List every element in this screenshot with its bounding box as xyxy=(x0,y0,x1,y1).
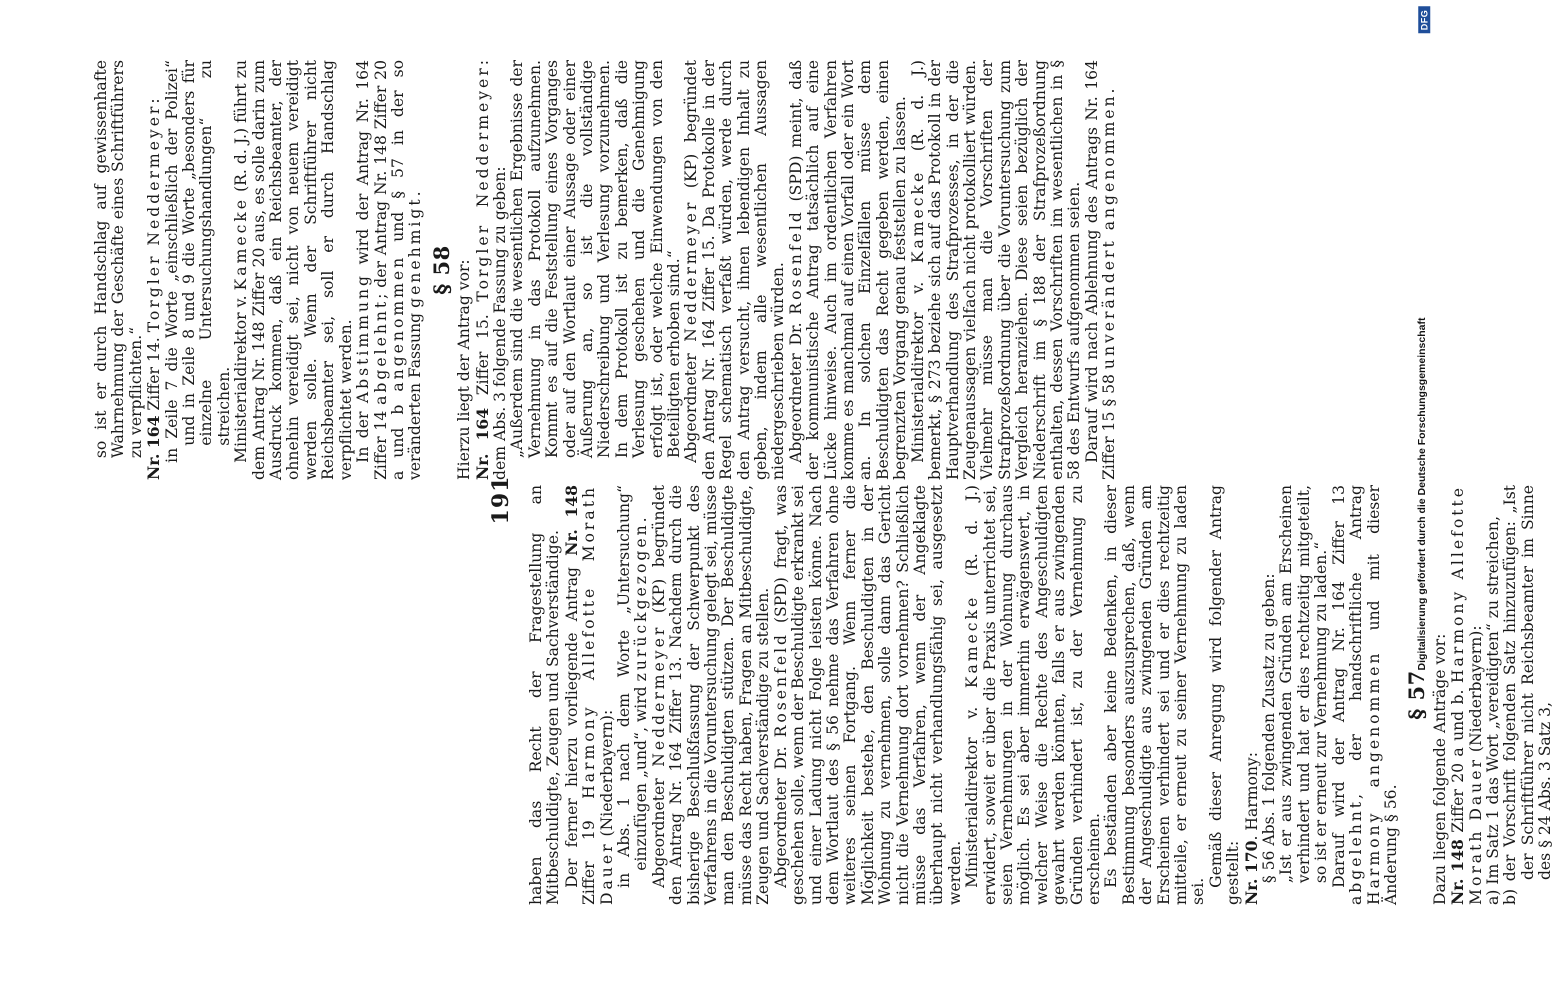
watermark-text: Digitalisierung gefördert durch die Deutsche Forschungsgemeinschaft xyxy=(1416,317,1428,671)
paragraph: Ministerialdirektor v. Kamecke (R. d. J.) bemerkt, § 273 beziehe sich auf das Protokoll in der Hauptverhandlung des Strafprozesses, in der die Zeugenaussagen vielfach nicht protokolliert würden. Vielmehr müsse man die Vorschriften der Strafprozeßordnung über die Voruntersuchung zum Vergleich heranziehen. Diese seien bezüglich der Niederschrift im § 188 der Strafprozeßordnung enthalten, dessen Vorschriften im wesentlichen in § 58 des Entwurfs aufgenommen seien. xyxy=(908,59,1084,480)
quote: „Außerdem sind die wesentlichen Ergebnisse der Vernehmung in das Protokoll aufzunehmen. Kommt es auf die Feststellung eines Vorganges oder auf den Wortlaut einer Aussage oder einer Äußerung an, so ist die vollständige Niederschreibung und Verlesung vorzunehmen. In dem Protokoll ist zu bemerken, daß die Verlesung geschehen und die Genehmigung erfolgt ist, oder welche Einwendungen von den Beteiligten erhoben sind.“ xyxy=(508,60,683,459)
page-number: 191 xyxy=(488,475,514,525)
paragraph: Darauf wird der Antrag Nr. 164 Ziffer 13 abgelehnt, der handschriftliche Antrag Harmony angenommen und mit dieser Änderung § 56. xyxy=(1329,485,1400,905)
dfg-logo xyxy=(1416,6,1432,34)
list-item: b) der Vorschrift folgenden Satz hinzuzufügen: „Ist der Schriftführer nicht Reichsbeamter im Sinne des § 24 Abs. 3 Satz 3, xyxy=(1501,485,1555,905)
section-heading: § 58 xyxy=(428,245,454,295)
paragraph: Abgeordneter Neddermeyer (KP) begründet den Antrag Nr. 164 Ziffer 13. Nachdem durch die bisherige Beschlußfassung der Schwerpunkt des Verfahrens in die Voruntersuchung gelegt sei, müsse man den Beschuldigten stützen. Der Beschuldigte müsse das Recht haben, Fragen an Mitbeschuldigte, Zeugen und Sachverständige zu stellen. xyxy=(649,485,773,905)
right-column xyxy=(93,60,1119,480)
paragraph: Ministerialdirektor v. Kamecke (R. d. J.) erwidert, soweit er über die Praxis unterrichtet sei, seien Vernehmungen in der Wohnung durchaus möglich. Es sei aber immerhin erwägenswert, in welcher Weise die Rechte des Angeschuldigten gewahrt werden könnten, falls er aus zwingenden Gründen verhindert ist, zu der Vernehmung zu erscheinen. xyxy=(963,484,1103,905)
dfg-watermark xyxy=(1412,4,1432,984)
dfg-logo-mark: DFG xyxy=(1418,7,1430,34)
paragraph: Dazu liegen folgende Anträge vor: xyxy=(1430,633,1449,905)
paragraph: Hierzu liegt der Antrag vor: xyxy=(455,259,474,480)
paragraph: Nr. 148 Ziffer 20 a und b. Harmony Allefotte Morath Dauer (Niederbayern): xyxy=(1448,485,1485,905)
paragraph: Es beständen aber keine Bedenken, in dieser Bestimmung besonders auszusprechen, daß, wenn der Angeschuldigte aus zwingenden Gründen am Erscheinen verhindert sei und er dies rechtzeitig mitteile, er erneut zu seiner Vernehmung zu laden sei. xyxy=(1102,485,1208,905)
quote: „Ist er aus zwingenden Gründen am Erscheinen verhindert und hat er dies rechtzeitig mitgeteilt, so ist er erneut zur Vernehmung zu laden.“ xyxy=(1277,485,1331,884)
paragraph: Abgeordneter Dr. Rosenfeld (SPD) meint, daß der kommunistische Antrag tatsächlich auf eine Lücke hinweise. Auch im ordentlichen Verfahren komme es manchmal auf einen Vorfall oder ein Wort an. In solchen Einzelfällen müsse dem Beschuldigten das Recht gegeben werden, einen begrenzten Vorgang genau feststellen zu lassen. xyxy=(786,60,910,480)
paragraph: Nr. 170. Harmony: xyxy=(1241,752,1261,905)
paragraph: In der Abstimmung wird der Antrag Nr. 164 Ziffer 14 abgelehnt; der Antrag Nr. 148 Ziffer 20 a und b angenommen und § 57 in der so veränderten Fassung genehmigt. xyxy=(354,59,425,480)
paragraph: Nr. 164 Ziffer 14. Torgler Neddermeyer: xyxy=(144,98,164,480)
paragraph: haben das Recht der Fragestellung an Mitbeschuldigte, Zeugen und Sachverständige. xyxy=(527,485,563,905)
paragraph: Der ferner hierzu vorliegende Antrag Nr. 148 Ziffer 19 Harmony Allefotte Morath Dauer (Niederbayern): xyxy=(561,484,616,905)
paragraph: in Abs. 1 nach dem Worte „Untersuchung“ einzufügen „und“, wird zurückgezogen. xyxy=(615,485,651,888)
paragraph: § 56 Abs. 1 folgenden Zusatz zu geben: xyxy=(1260,573,1279,884)
paragraph: Abgeordneter Neddermeyer (KP) begründet den Antrag Nr. 164 Ziffer 15. Da Protokolle in der Regel schematisch verfaßt würden, werde durch den Antrag versucht, ihnen lebendigen Inhalt zu geben, indem alle wesentlichen Aussagen niedergeschrieben würden. xyxy=(682,60,788,480)
section-heading: § 57 xyxy=(1404,670,1430,720)
paragraph: Gemäß dieser Anregung wird folgender Antrag gestellt: xyxy=(1206,485,1243,905)
paragraph: Abgeordneter Dr. Rosenfeld (SPD) fragt, was geschehen solle, wenn der Beschuldigte erkrankt sei und einer Ladung nicht Folge leisten könne. Nach dem Wortlaut des § 56 nehme das Verfahren ohne weiteres seinen Fortgang. Wenn ferner die Möglichkeit bestehe, den Beschuldigten in der Wohnung zu vernehmen, solle dann das Gericht nicht die Vernehmung dort vornehmen? Schließlich müsse das Verfahren, wenn der Angeklagte überhaupt nicht verhandlungsfähig sei, ausgesetzt werden. xyxy=(771,485,964,905)
paragraph: Darauf wird nach Ablehnung des Antrags Nr. 164 Ziffer 15 § 58 unverändert angenommen. xyxy=(1082,60,1119,480)
paragraph: Nr. 164 Ziffer 15. Torgler Neddermeyer: dem Abs. 3 folgende Fassung zu geben: xyxy=(472,60,509,480)
list-item: a) Im Satz 1 das Wort „vereidigten“ zu streichen, xyxy=(1483,516,1502,905)
paragraph: Ministerialdirektor v. Kamecke (R. d. J.) führt zu dem Antrag Nr. 148 Ziffer 20 aus, es solle darin zum Ausdruck kommen, daß ein Reichsbeamter, der ohnehin vereidigt sei, nicht von neuem vereidigt werden solle. Wenn der Schriftführer nicht Reichsbeamter sei, soll er durch Handschlag verpflichtet werden. xyxy=(232,60,355,480)
quote: so ist er durch Handschlag auf gewissenhafte Wahrnehmung der Geschäfte eines Schriftführers zu verpflichten.“ xyxy=(92,60,145,459)
left-column xyxy=(528,485,1555,905)
paragraph: in Zeile 7 die Worte „einschließlich der Polizei“ und in Zeile 8 und 9 die Worte „besonders für einzelne Untersuchungshandlungen“ zu streichen. xyxy=(162,60,233,463)
